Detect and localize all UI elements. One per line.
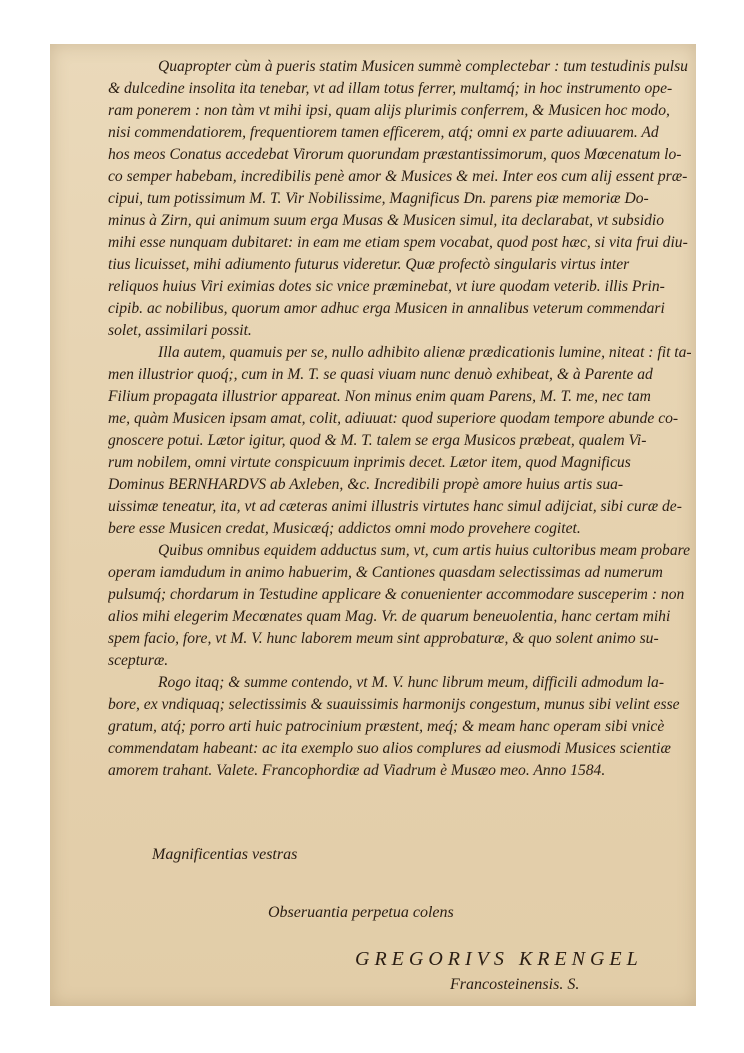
text-line: reliquos huius Viri eximias dotes sic vnice præminebat, vt iure quodam veterib. illis Prin-: [108, 278, 665, 295]
observantia-line: Obseruantia perpetua colens: [268, 904, 454, 921]
text-line: Illa autem, quamuis per se, nullo adhibito alienæ prædicationis lumine, niteat : fit ta-: [158, 344, 692, 361]
text-line: cipui, tum potissimum M. T. Vir Nobilissime, Magnificus Dn. parens piæ memoriæ Do-: [108, 190, 649, 207]
text-line: Rogo itaq; & summe contendo, vt M. V. hunc librum meum, difficili admodum la-: [158, 674, 665, 691]
book-page: [50, 44, 696, 1006]
text-line: rum nobilem, omni virtute conspicuum inprimis decet. Lætor item, quod Magnificus: [108, 454, 631, 471]
signature-place: Francosteinensis. S.: [450, 976, 580, 993]
signature-name: GREGORIVS KRENGEL: [355, 948, 643, 970]
text-line: pulsumq́; chordarum in Testudine applicare & conuenienter accommodare susceperim : non: [108, 586, 685, 603]
text-line: bere esse Musicen credat, Musicæq́; addictos omni modo provehere cogitet.: [108, 520, 581, 537]
body-text: [108, 56, 692, 782]
text-line: commendatam habeant: ac ita exemplo suo alios complures ad eiusmodi Musices scientiæ: [108, 740, 671, 757]
text-line: gnoscere potui. Lætor igitur, quod & M. T. talem se erga Musicos præbeat, qualem Vi-: [108, 432, 647, 449]
text-line: men illustrior quoq́;, cum in M. T. se quasi viuam nunc denuò exhibeat, & à Parente ad: [108, 366, 653, 383]
text-line: Quapropter cùm à pueris statim Musicen summè complectebar : tum testudinis pulsu: [158, 58, 688, 75]
text-line: alios mihi elegerim Mecœnates quam Mag. Vr. de quarum beneuolentia, hanc certam mihi: [108, 608, 671, 625]
text-line: co semper habebam, incredibilis penè amor & Musices & mei. Inter eos cum alij essent præ-: [108, 168, 688, 185]
text-line: scepturæ.: [108, 652, 169, 669]
paragraph: [108, 672, 692, 782]
text-line: bore, ex vndiquaq; selectissimis & suauissimis harmonijs congestum, munus sibi velint esse: [108, 696, 680, 713]
text-line: uissimæ teneatur, ita, vt ad cæteras animi illustris virtutes hanc simul adijciat, sibi curæ de-: [108, 498, 682, 515]
text-line: me, quàm Musicen ipsam amat, colit, adiuuat: quod superiore quodam tempore abunde co-: [108, 410, 679, 427]
text-line: Quibus omnibus equidem adductus sum, vt, cum artis huius cultoribus meam probare: [158, 542, 691, 559]
text-line: ram ponerem : non tàm vt mihi ipsi, quam alijs plurimis conferrem, & Musicen hoc modo,: [108, 102, 670, 119]
text-line: solet, assimilari possit.: [108, 322, 252, 339]
text-line: Filium propagata illustrior appareat. Non minus enim quam Parens, M. T. me, nec tam: [108, 388, 651, 405]
text-line: mihi esse nunquam dubitaret: in eam me etiam spem vocabat, quod post hæc, si vita frui diu-: [108, 234, 688, 251]
text-line: cipib. ac nobilibus, quorum amor adhuc erga Musicen in annalibus veterum commendari: [108, 300, 665, 317]
text-line: & dulcedine insolita ita tenebar, vt ad illam totus ferrer, multamq́; in hoc instrumento ope-: [108, 80, 673, 97]
text-line: operam iamdudum in animo habuerim, & Cantiones quasdam selectissimas ad numerum: [108, 564, 663, 581]
paragraph: [108, 56, 692, 342]
text-line: gratum, atq́; porro arti huic patrocinium præstent, meq́; & meam hanc operam sibi vnicè: [108, 718, 665, 735]
text-line: tius licuisset, mihi adiumento futurus videretur. Quæ profectò singularis virtus inter: [108, 256, 630, 273]
text-line: spem facio, fore, vt M. V. hunc laborem meum sint approbaturæ, & quo solent animo su-: [108, 630, 659, 647]
text-line: nisi commendatiorem, frequentiorem tamen efficerem, atq́; omni ex parte adiuuarem. Ad: [108, 124, 659, 141]
text-line: amorem trahant. Valete. Francophordiæ ad Viadrum è Musæo meo. Anno 1584.: [108, 762, 606, 779]
text-line: minus à Zirn, qui animum suum erga Musas & Musicen simul, ita declarabat, vt subsidio: [108, 212, 665, 229]
paragraph: [108, 342, 692, 540]
text-line: Dominus BERNHARDVS ab Axleben, &c. Incredibili propè amore huius artis sua-: [108, 476, 624, 493]
closing-salutation: Magnificentias vestras: [152, 846, 298, 863]
paragraph: [108, 540, 692, 672]
text-line: hos meos Conatus accedebat Virorum quorundam præstantissimorum, quos Mœcenatum lo-: [108, 146, 682, 163]
